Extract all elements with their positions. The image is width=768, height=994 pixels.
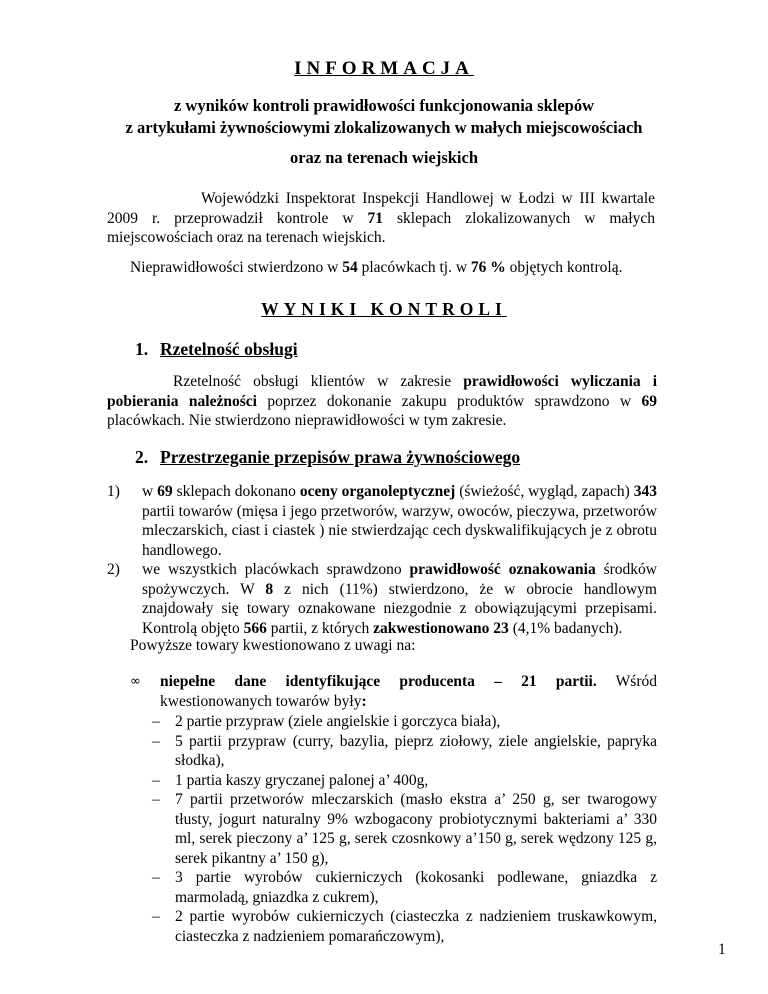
subtitle-line-2: z artykułami żywnościowymi zlokalizowanych w małych miejscowościach: [125, 118, 643, 137]
dash-list-item: [152, 712, 657, 732]
results-heading: WYNIKI KONTROLI: [261, 299, 507, 319]
dash-item-text: 7 partii przetworów mleczarskich (masło ekstra a’ 250 g, ser twarogowy tłusty, jogurt naturalny 9% wzbogacony probiotycznymi bakteriami a’ 330 ml, serek pieczony a’ 125 g, serek czosnkowy a’150 g, serek wędzony 125 g, serek pikantny a’ 150 g),: [175, 791, 657, 867]
section-2-number: 2.: [135, 447, 149, 467]
dash-icon: –: [152, 908, 160, 925]
reason-intro: Powyższe towary kwestionowano z uwagi na:: [130, 637, 416, 654]
section-1-text: Rzetelność obsługi klientów w zakresie prawidłowości wyliczania i pobierania należności poprzez dokonanie zakupu produktów sprawdzono w 69 placówkach. Nie stwierdzono nieprawidłowości w tym zakresie.: [107, 373, 657, 429]
dash-list-item: [152, 907, 657, 946]
dash-list-item: [152, 790, 657, 868]
intro-paragraph: Wojewódzki Inspektorat Inspekcji Handlowej w Łodzi w III kwartale 2009 r. przeprowadził kontrole w 71 sklepach zlokalizowanych w małych miejscowościach oraz na terenach wiejskich.: [107, 190, 655, 246]
subtitle-line-3: oraz na terenach wiejskich: [289, 148, 479, 167]
dash-list: [152, 712, 657, 946]
list-item-1-text: w 69 sklepach dokonano oceny organoleptycznej (świeżość, wygląd, zapach) 343 partii towarów (mięsa i jego przetworów, warzyw, owoców, pieczywa, przetworów mleczarskich, ciast i ciastek ) nie stwierdzając cech dyskwalifikujących je z obrotu handlowego.: [142, 483, 657, 559]
dash-icon: –: [152, 732, 160, 750]
list-item-1-number: 1): [107, 483, 120, 500]
subtitle-line-1: z wyników kontroli prawidłowości funkcjonowania sklepów: [173, 96, 595, 115]
list-item-2-number: 2): [107, 561, 120, 578]
dash-item-text: 2 partie przypraw (ziele angielskie i gorczyca biała),: [175, 713, 501, 730]
list-item-2: [107, 560, 657, 638]
dash-item-text: 2 partie wyrobów cukierniczych (ciasteczka z nadzieniem truskawkowym, ciasteczka z nadzieniem pomarańczowym),: [175, 908, 657, 945]
dash-list-item: [152, 732, 657, 771]
dash-icon: –: [152, 713, 160, 730]
infinity-bullet-icon: ∞: [130, 674, 141, 689]
dash-icon: –: [152, 771, 160, 789]
dash-list-item: [152, 868, 657, 907]
section-1-number: 1.: [135, 339, 149, 359]
dash-list-item: [152, 771, 657, 791]
list-item-1: [107, 482, 657, 560]
bullet-item: [130, 672, 657, 711]
page-number: 1: [718, 941, 726, 958]
intro-summary: Nieprawidłowości stwierdzono w 54 placówkach tj. w 76 % objętych kontrolą.: [130, 259, 623, 276]
dash-icon: –: [152, 869, 160, 886]
section-2-heading: Przestrzeganie przepisów prawa żywnościowego: [160, 447, 521, 467]
dash-item-text: 3 partie wyrobów cukierniczych (kokosanki podlewane, gniazdka z marmoladą, gniazdka z cukrem),: [175, 869, 657, 906]
dash-icon: –: [152, 791, 160, 808]
dash-item-text: 5 partii przypraw (curry, bazylia, pieprz ziołowy, ziele angielskie, papryka słodka),: [175, 732, 657, 769]
bullet-text: niepełne dane identyfikujące producenta – 21 partii. Wśród kwestionowanych towarów były:: [160, 673, 657, 710]
section-1-heading: Rzetelność obsługi: [160, 339, 298, 359]
list-item-2-text: we wszystkich placówkach sprawdzono prawidłowość oznakowania środków spożywczych. W 8 z nich (11%) stwierdzono, że w obrocie handlowym znajdowały się towary oznakowane niezgodnie z obowiązującymi przepisami. Kontrolą objęto 566 partii, z których zakwestionowano 23 (4,1% badanych).: [142, 561, 657, 637]
dash-item-text: 1 partia kaszy gryczanej palonej a’ 400g,: [175, 771, 429, 789]
document-title: INFORMACJA: [294, 58, 474, 79]
